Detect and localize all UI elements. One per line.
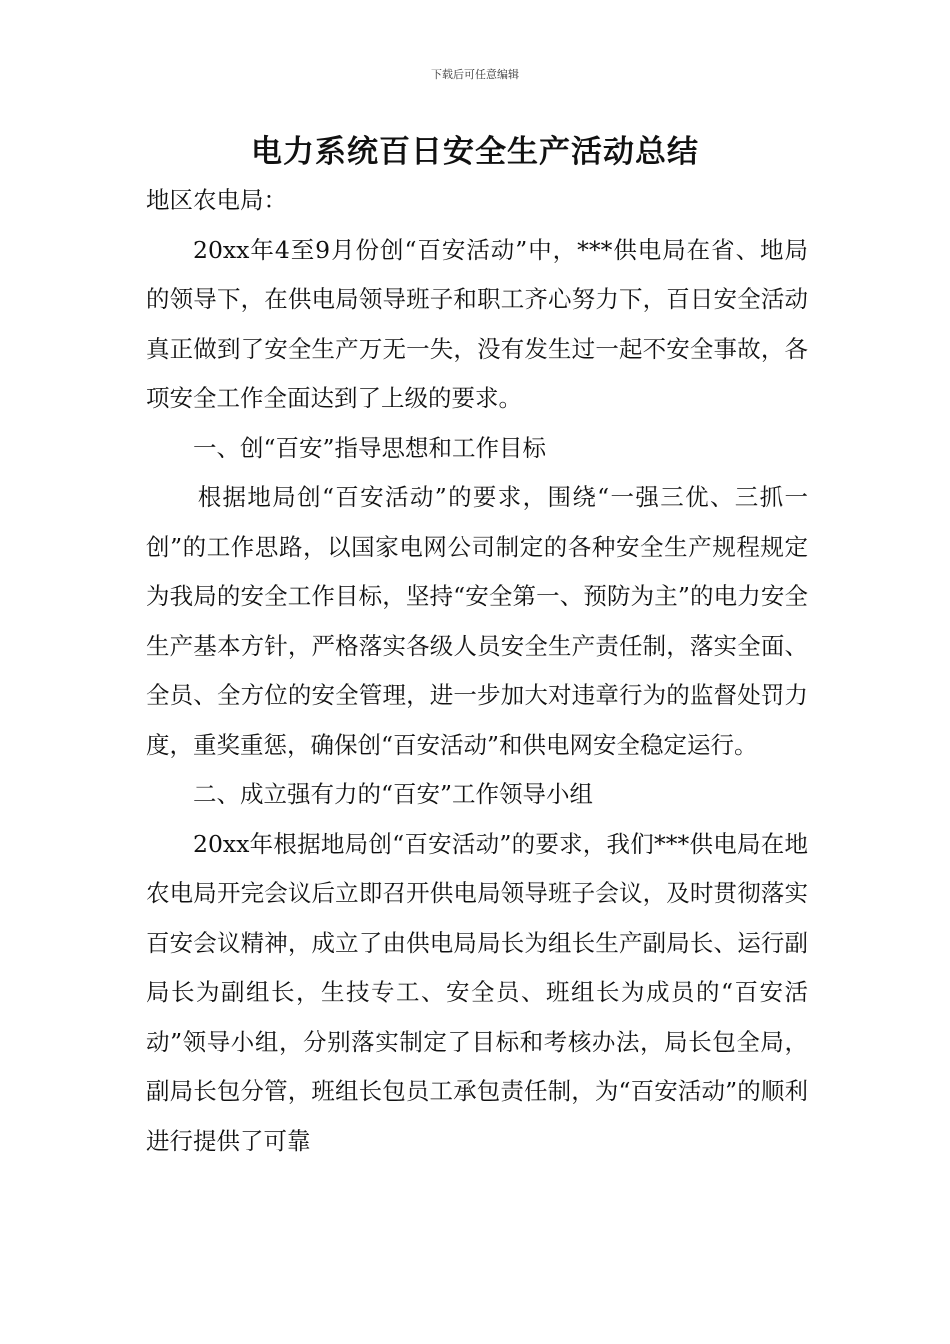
paragraph-guiding-thought: 根据地局创“百安活动”的要求，围绕“一强三优、三抓一创”的工作思路，以国家电网公司制定的各种安全生产规程规定为我局的安全工作目标，坚持“安全第一、预防为主”的电力安全生产基本方针，严格落实各级人员安全生产责任制，落实全面、全员、全方位的安全管理，进一步加大对违章行为的监督处罚力度，重奖重惩，确保创“百安活动”和供电网安全稳定运行。 [146,483,808,759]
section-heading-2: 二、成立强有力的“百安”工作领导小组 [193,780,594,808]
paragraph-leadership-group: 20xx年根据地局创“百安活动”的要求，我们***供电局在地农电局开完会议后立即召开供电局领导班子会议，及时贯彻落实百安会议精神，成立了由供电局局长为组长生产副局长、运行副局长为副组长，生技专工、安全员、班组长为成员的“百安活动”领导小组，分别落实制定了目标和考核办法，局长包全局，副局长包分管，班组长包员工承包责任制，为“百安活动”的顺利进行提供了可靠 [146,829,808,1155]
paragraph-intro: 20xx年4至9月份创“百安活动”中，***供电局在省、地局的领导下，在供电局领导班子和职工齐心努力下，百日安全活动真正做到了安全生产万无一失，没有发生过一起不安全事故，各项安全工作全面达到了上级的要求。 [146,235,808,412]
section-heading-1: 一、创“百安”指导思想和工作目标 [193,433,547,462]
salutation: 地区农电局： [146,186,287,214]
document-body [146,176,808,1166]
header-note: 下载后可任意编辑 [431,68,519,81]
document-title: 电力系统百日安全生产活动总结 [251,134,699,170]
